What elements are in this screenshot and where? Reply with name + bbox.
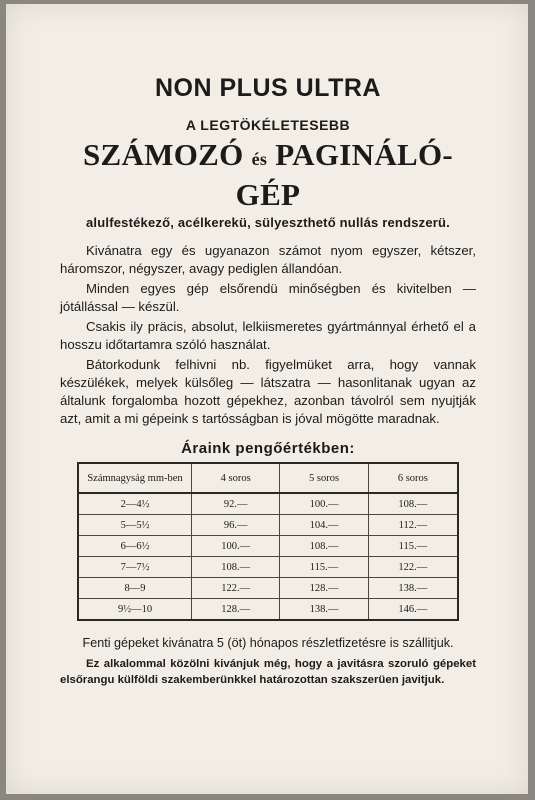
- repair-note: [60, 656, 476, 688]
- paragraph: Kivánatra egy és ugyanazon számot nyom egyszer, kétszer, háromszor, négyszer, avagy pediglen állandóan.: [60, 243, 476, 276]
- size-cell: 9½—10: [78, 599, 192, 621]
- price-cell: 128.—: [192, 599, 280, 621]
- table-row: [78, 493, 458, 515]
- table-row: [78, 536, 458, 557]
- table-row: [78, 599, 458, 621]
- product-features: alulfestékező, acélkerekü, sülyeszthető nullás rendszerü.: [86, 215, 450, 230]
- price-cell: 112.—: [368, 515, 458, 536]
- table-row: [78, 557, 458, 578]
- price-cell: 92.—: [192, 493, 280, 515]
- paragraph: Bátorkodunk felhivni nb. figyelmüket arra, hogy vannak készülékek, melyek külsőleg — látszatra — hasonlitanak ugyan az általunk forgalomba hozott gépekhez, azonban távolról sem nyujtják azt, amit a mi gépeink s tartósságban is jóval mögötte maradnak.: [60, 357, 476, 426]
- header-cell: 5 soros: [280, 463, 368, 493]
- price-table: [77, 462, 459, 621]
- paragraph: Csakis ily präcis, absolut, lelkiismeretes gyártmánnyal érhető el a hosszu időtartamra szóló használat.: [60, 319, 476, 352]
- price-cell: 108.—: [368, 493, 458, 515]
- price-cell: 115.—: [368, 536, 458, 557]
- product-name-conjunction: és: [251, 149, 268, 169]
- price-cell: 96.—: [192, 515, 280, 536]
- installment-note: Fenti gépeket kivánatra 5 (öt) hónapos részletfizetésre is szállitjuk.: [82, 636, 454, 650]
- size-cell: 6—6½: [78, 536, 192, 557]
- paragraph: Minden egyes gép elsőrendü minőségben és kivitelben — jótállással — készül.: [60, 281, 476, 314]
- product-name: [60, 137, 476, 213]
- size-cell: 7—7½: [78, 557, 192, 578]
- price-cell: 122.—: [368, 557, 458, 578]
- product-name-part-2: PAGINÁLÓ-GÉP: [235, 137, 454, 212]
- price-cell: 108.—: [192, 557, 280, 578]
- table-row: [78, 515, 458, 536]
- description: [60, 242, 476, 428]
- size-cell: 2—4½: [78, 493, 192, 515]
- price-cell: 100.—: [280, 493, 368, 515]
- price-cell: 115.—: [280, 557, 368, 578]
- price-cell: 128.—: [280, 578, 368, 599]
- price-cell: 146.—: [368, 599, 458, 621]
- repair-note-text: Ez alkalommal közölni kivánjuk még, hogy a javitásra szoruló gépeket elsőrangu külföldi szakemberünkkel határozottan szakszerüen javitjuk.: [60, 658, 476, 686]
- price-cell: 100.—: [192, 536, 280, 557]
- subtitle: A LEGTÖKÉLETESEBB: [185, 117, 351, 133]
- price-cell: 108.—: [280, 536, 368, 557]
- size-cell: 8—9: [78, 578, 192, 599]
- header-cell: Számnagyság mm-ben: [78, 463, 192, 493]
- header-cell: 4 soros: [192, 463, 280, 493]
- price-cell: 138.—: [368, 578, 458, 599]
- product-name-part-1: SZÁMOZÓ: [82, 137, 244, 172]
- price-table-title: Áraink pengőértékben:: [181, 440, 355, 457]
- main-title: NON PLUS ULTRA: [155, 74, 381, 102]
- price-cell: 122.—: [192, 578, 280, 599]
- price-cell: 138.—: [280, 599, 368, 621]
- table-row: [78, 578, 458, 599]
- table-header-row: [78, 463, 458, 493]
- document-page: [6, 4, 528, 794]
- header-cell: 6 soros: [368, 463, 458, 493]
- price-cell: 104.—: [280, 515, 368, 536]
- size-cell: 5—5½: [78, 515, 192, 536]
